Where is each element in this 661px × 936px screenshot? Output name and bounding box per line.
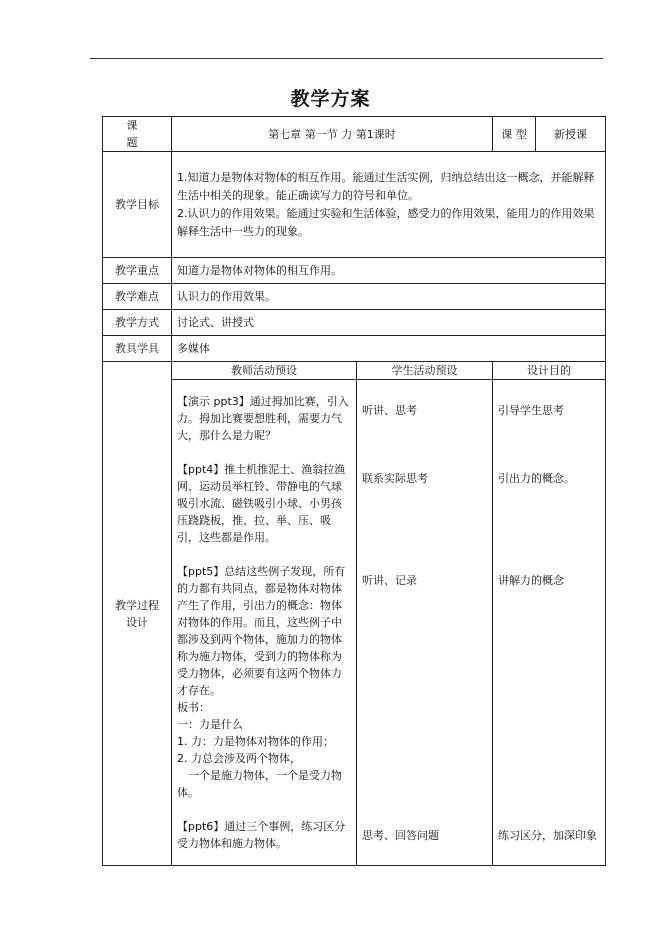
purpose-seg-4: 练习区分，加深印象 xyxy=(498,828,597,842)
method-value: 讨论式、讲授式 xyxy=(172,310,606,336)
teacher-seg-3: 【ppt5】总结这些例子发现，所有的力都有共同点，都是物体对物体产生了作用，引出力的概念：物体对物体的作用。而且，这些例子中都涉及到两个物体，施加力的物体称为施力物体，受到力的物体称为受力物体，必须要有这两个物体力才存在。 xyxy=(177,565,346,697)
purpose-seg-3: 讲解力的概念 xyxy=(498,573,564,587)
method-row xyxy=(103,310,606,336)
student-activities xyxy=(357,380,493,866)
teacher-seg-1: 【演示 ppt3】通过拇加比赛，引入力。拇加比赛要想胜利，需要力气大，那什么是力呢？ xyxy=(177,395,349,442)
col-purpose-header: 设计目的 xyxy=(493,362,606,380)
goals-row xyxy=(103,152,606,258)
difficulty-row xyxy=(103,284,606,310)
topic-label: 课 题 xyxy=(103,117,172,152)
teacher-seg-4: 【ppt6】通过三个事例，练习区分受力物体和施力物体。 xyxy=(177,820,346,850)
purpose-seg-1: 引导学生思考 xyxy=(498,403,564,417)
student-seg-4: 思考、回答问题 xyxy=(362,828,439,842)
key-point-label: 教学重点 xyxy=(103,258,172,284)
topic-value: 第七章 第一节 力 第1课时 xyxy=(172,117,493,152)
teacher-activities xyxy=(172,380,357,866)
goal-2: 2.认识力的作用效果。能通过实验和生活体验，感受力的作用效果，能用力的作用效果解释生活中一些力的现象。 xyxy=(177,206,595,238)
col-student-header: 学生活动预设 xyxy=(357,362,493,380)
topic-row xyxy=(103,117,606,152)
board-line-4: 一个是施力物体，一个是受力物体。 xyxy=(177,769,342,799)
type-value: 新授课 xyxy=(536,117,606,152)
key-point-value: 知道力是物体对物体的相互作用。 xyxy=(172,258,606,284)
teacher-seg-2: 【ppt4】推土机推泥土、渔翁拉渔网、运动员举杠铃、带静电的气球吸引水流、磁铁吸引小球、小男孩压跷跷板，推、拉、举、压、吸引，这些都是作用。 xyxy=(177,463,346,544)
process-header-row xyxy=(103,362,606,380)
board-line-1: 一：力是什么 xyxy=(177,718,243,731)
board-title: 板书： xyxy=(177,701,210,714)
key-point-row xyxy=(103,258,606,284)
difficulty-value: 认识力的作用效果。 xyxy=(172,284,606,310)
student-seg-1: 听讲、思考 xyxy=(362,403,417,417)
tools-value: 多媒体 xyxy=(172,336,606,362)
tools-label: 教具学具 xyxy=(103,336,172,362)
goals-label: 教学目标 xyxy=(103,152,172,258)
col-teacher-header: 教师活动预设 xyxy=(172,362,357,380)
process-label xyxy=(103,362,172,866)
goals-value xyxy=(172,152,606,258)
board-line-2: 1. 力：力是物体对物体的作用； xyxy=(177,735,334,748)
lesson-plan-table xyxy=(102,116,606,866)
tools-row xyxy=(103,336,606,362)
purpose-seg-2: 引出力的概念。 xyxy=(498,471,575,485)
method-label: 教学方式 xyxy=(103,310,172,336)
student-seg-2: 联系实际思考 xyxy=(362,471,428,485)
purposes xyxy=(493,380,606,866)
header-rule xyxy=(90,58,603,59)
difficulty-label: 教学难点 xyxy=(103,284,172,310)
process-label-line2: 设计 xyxy=(126,615,148,629)
type-label: 课 型 xyxy=(493,117,536,152)
page-title: 教学方案 xyxy=(290,88,371,110)
board-line-3: 2. 力总会涉及两个物体， xyxy=(177,752,301,765)
process-content-row xyxy=(103,380,606,866)
student-seg-3: 听讲、记录 xyxy=(362,573,417,587)
process-label-line1: 教学过程 xyxy=(115,598,159,612)
goal-1: 1.知道力是物体对物体的相互作用。能通过生活实例，归纳总结出这一概念，并能解释生活中相关的现象。能正确读写力的符号和单位。 xyxy=(177,170,595,202)
